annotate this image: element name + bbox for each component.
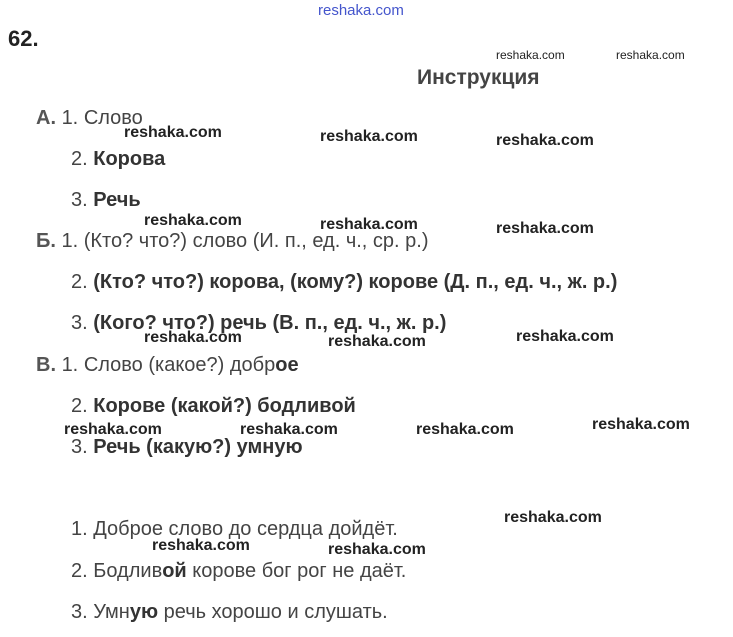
watermark: reshaka.com	[328, 541, 426, 558]
watermark: reshaka.com	[616, 48, 685, 62]
proverb-1: 1. Доброе слово до сердца дойдёт.	[71, 518, 398, 540]
section-b-item-3: 3. (Кого? что?) речь (В. п., ед. ч., ж. р.)	[71, 312, 447, 334]
watermark: reshaka.com	[496, 132, 594, 149]
exercise-number: 62.	[8, 26, 39, 51]
instruction-heading: Инструкция	[417, 66, 540, 89]
watermark: reshaka.com	[496, 48, 565, 62]
section-letter: В.	[36, 354, 56, 376]
section-v-item-3: 3. Речь (какую?) умную	[71, 436, 303, 458]
watermark: reshaka.com	[320, 128, 418, 145]
watermark: reshaka.com	[416, 421, 514, 438]
watermark: reshaka.com	[516, 328, 614, 345]
watermark: reshaka.com	[144, 329, 242, 346]
section-v-item-1: В. 1. Слово (какое?) доброе	[36, 354, 299, 376]
watermark: reshaka.com	[504, 509, 602, 526]
watermark: reshaka.com	[592, 416, 690, 433]
watermark: reshaka.com	[320, 216, 418, 233]
section-b-item-2: 2. (Кто? что?) корова, (кому?) корове (Д. п., ед. ч., ж. р.)	[71, 271, 618, 293]
section-a-item-2: 2. Корова	[71, 148, 166, 170]
watermark: reshaka.com	[496, 220, 594, 237]
watermark: reshaka.com	[318, 2, 404, 19]
section-a-item-3: 3. Речь	[71, 189, 141, 211]
watermark: reshaka.com	[64, 421, 162, 438]
section-b-item-1: Б. 1. (Кто? что?) слово (И. п., ед. ч., ср. р.)	[36, 230, 429, 252]
proverb-3: 3. Умную речь хорошо и слушать.	[71, 601, 388, 623]
section-v-item-2: 2. Корове (какой?) бодливой	[71, 395, 356, 417]
watermark: reshaka.com	[152, 537, 250, 554]
section-letter: А.	[36, 107, 56, 129]
watermark: reshaka.com	[328, 333, 426, 350]
proverb-2: 2. Бодливой корове бог рог не даёт.	[71, 560, 407, 582]
section-letter: Б.	[36, 230, 56, 252]
section-a-item-1: А. 1. Слово	[36, 107, 143, 129]
watermark: reshaka.com	[240, 421, 338, 438]
watermark: reshaka.com	[144, 212, 242, 229]
watermark: reshaka.com	[124, 124, 222, 141]
